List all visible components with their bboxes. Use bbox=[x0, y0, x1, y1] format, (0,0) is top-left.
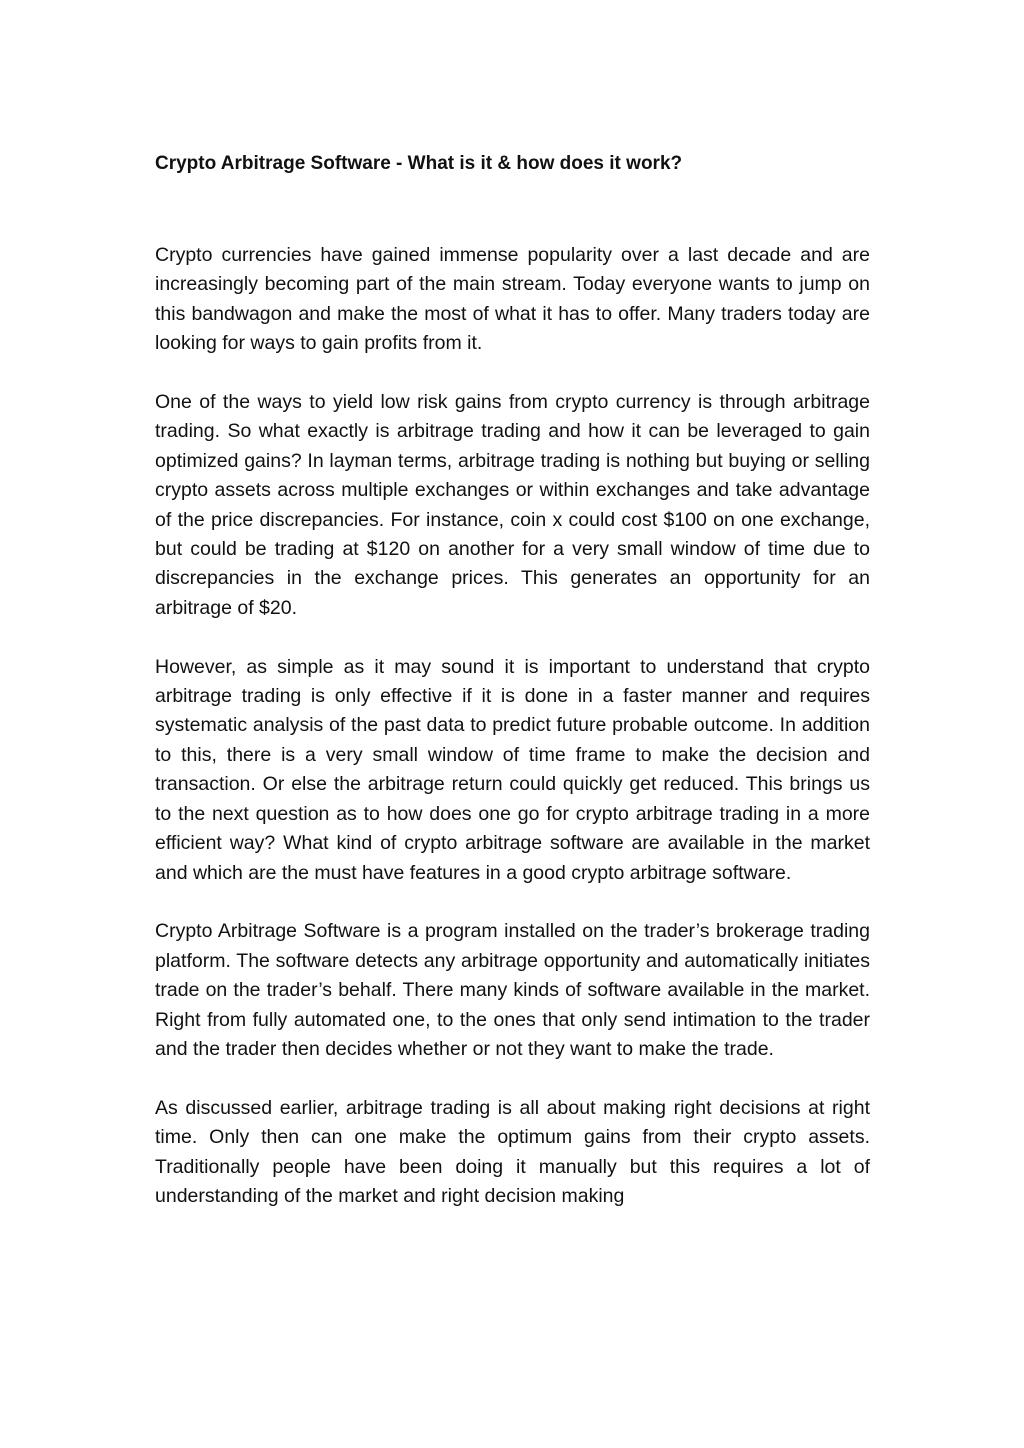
paragraph-software-description: Crypto Arbitrage Software is a program installed on the trader’s brokerage trading platform. The software detects any arbitrage opportunity and automatically initiates trade on the trader’s behalf. There many kinds of software available in the market. Right from fully automated one, to the ones that only send intimation to the trader and the trader then decides whether or not they want to make the trade. bbox=[155, 920, 870, 1060]
document-body bbox=[155, 149, 870, 1211]
document-title: Crypto Arbitrage Software - What is it & how does it work? bbox=[155, 153, 683, 174]
paragraph-arbitrage-definition: One of the ways to yield low risk gains from crypto currency is through arbitrage trading. So what exactly is arbitrage trading and how it can be leveraged to gain optimized gains? In layman terms, arbitrage trading is nothing but buying or selling crypto assets across multiple exchanges or within exchanges and take advantage of the price discrepancies. For instance, coin x could cost $100 on one exchange, but could be trading at $120 on another for a very small window of time due to discrepancies in the exchange prices. This generates an opportunity for an arbitrage of $20. bbox=[155, 391, 870, 619]
spacer bbox=[155, 178, 870, 241]
paragraph-intro: Crypto currencies have gained immense popularity over a last decade and are increasingly becoming part of the main stream. Today everyone wants to jump on this bandwagon and make the most of what it has to offer. Many traders today are looking for ways to gain profits from it. bbox=[155, 244, 870, 355]
paragraph-speed-requirement: However, as simple as it may sound it is important to understand that crypto arbitrage trading is only effective if it is done in a faster manner and requires systematic analysis of the past data to predict future probable outcome. In addition to this, there is a very small window of time frame to make the decision and transaction. Or else the arbitrage return could quickly get reduced. This brings us to the next question as to how does one go for crypto arbitrage trading in a more efficient way? What kind of crypto arbitrage software are available in the market and which are the must have features in a good crypto arbitrage software. bbox=[155, 655, 870, 884]
spacer bbox=[155, 623, 870, 652]
spacer bbox=[155, 1064, 870, 1093]
spacer bbox=[155, 359, 870, 388]
spacer bbox=[155, 888, 870, 917]
paragraph-decision-making: As discussed earlier, arbitrage trading is all about making right decisions at right time. Only then can one make the optimum gains from their crypto assets. Traditionally people have been doing it manually but this requires a lot of understanding of the market and right decision making bbox=[155, 1096, 870, 1207]
